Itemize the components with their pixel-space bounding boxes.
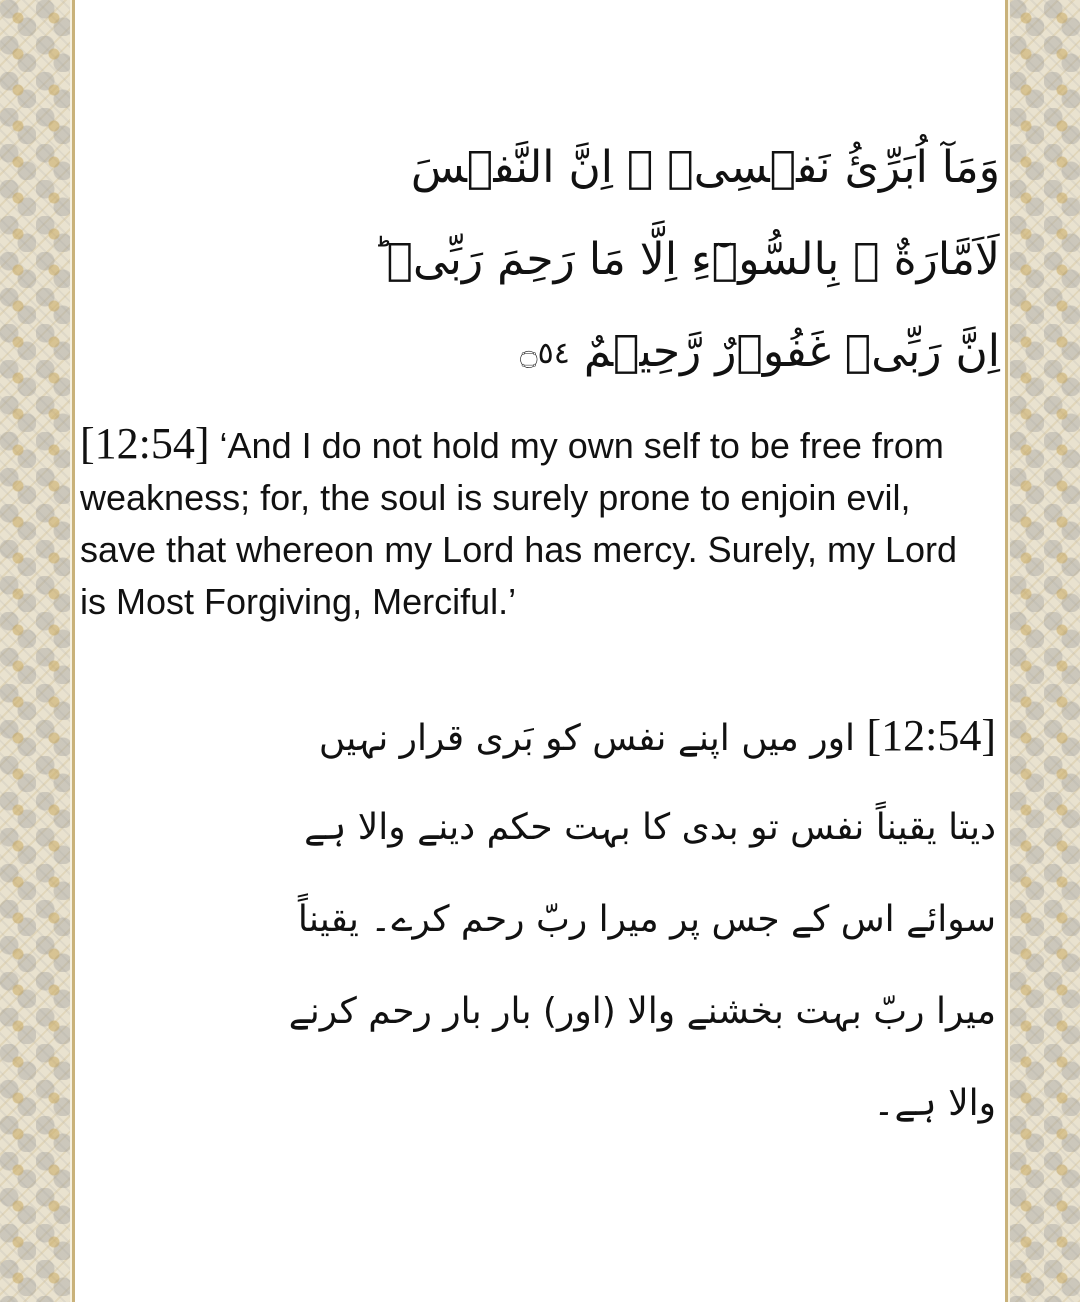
english-translation [80,418,990,628]
verse-reference: [12:54] [80,419,210,468]
decorative-border-right [1005,0,1080,1302]
urdu-line-text: اور میں اپنے نفس کو بَری قرار نہیں [318,718,856,759]
urdu-verse-reference: [12:54] [866,711,996,760]
urdu-line: میرا ربّ بہت بخشنے والا (اور) بار بار رحم کرنے [288,991,996,1032]
arabic-line [100,306,1000,398]
urdu-translation [91,690,996,1150]
ayah-number-marker: ۝٥٤ [520,336,570,371]
urdu-line [91,690,996,782]
english-translation-text: ‘And I do not hold my own self to be free from weakness; for, the soul is surely prone to enjoin evil, save that whereon my Lord has mercy. Surely, my Lord is Most Forgiving, Merciful.’ [80,425,958,622]
urdu-line: دیتا یقیناً نفس تو بدی کا بہت حکم دینے والا ہے [304,807,996,848]
arabic-verse [100,122,1000,398]
arabic-line: وَمَآ اُبَرِّئُ نَفۡسِىۡ‌ ۚ اِنَّ النَّفۡسَ [410,142,1000,193]
decorative-border-left [0,0,75,1302]
arabic-line: لَاَمَّارَةٌ ۢ بِالسُّوۡٓءِ اِلَّا مَا رَحِمَ رَبِّىۡ‌ ؕ [372,234,1000,285]
verse-card [72,0,1008,1302]
arabic-line-text: اِنَّ رَبِّىۡ غَفُوۡرٌ رَّحِيۡمٌ [583,326,1000,377]
urdu-line: والا ہے۔ [873,1083,996,1124]
urdu-line: سوائے اس کے جس پر میرا ربّ رحم کرے۔ یقیناً [297,899,996,940]
